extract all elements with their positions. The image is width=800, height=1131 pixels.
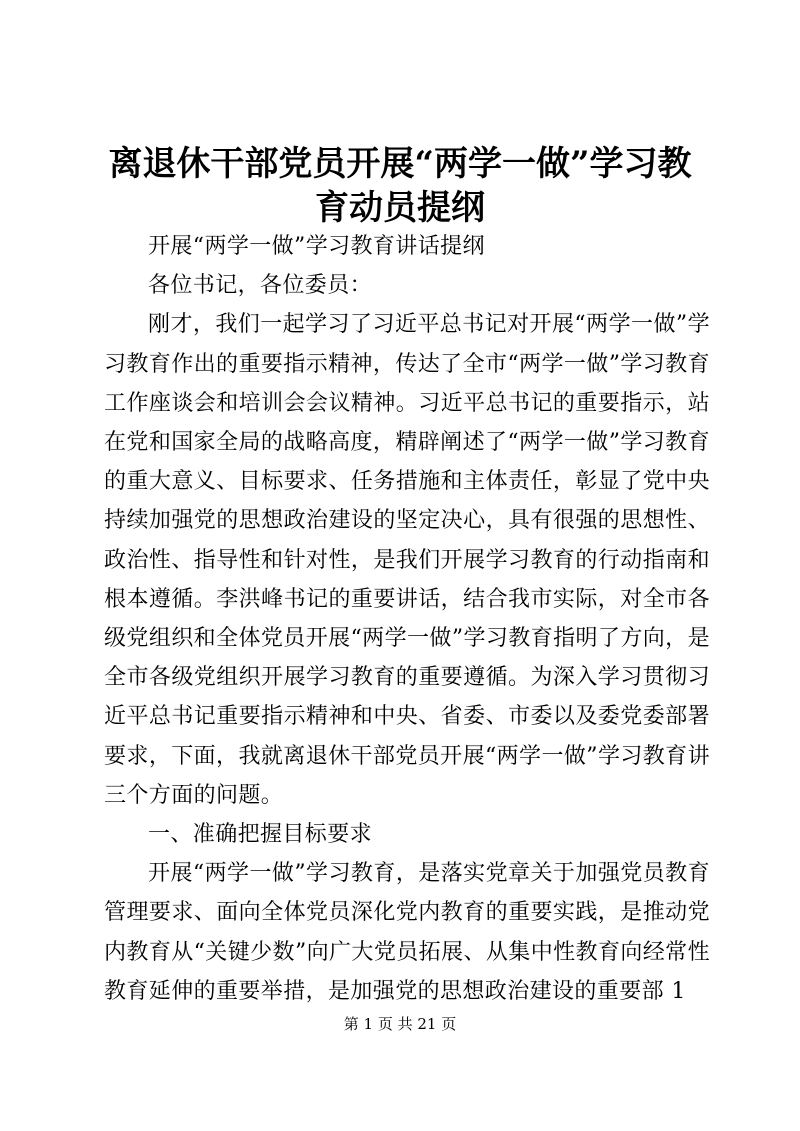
salutation-paragraph: 各位书记，各位委员： [148,273,373,299]
page-footer: 第 1 页 共 21 页 [343,1015,457,1033]
subtitle-paragraph: 开展“两学一做”学习教育讲话提纲 [148,234,485,259]
section-heading: 一、准确把握目标要求 [148,822,373,848]
body-paragraph: 刚才，我们一起学习了习近平总书记对开展“两学一做”学习教育作出的重要指示精神，传达了全市“两学一做”学习教育工作座谈会和培训会会议精神。习近平总书记的重要指示，站在党和国家全局的战略高度，精辟阐述了“两学一做”学习教育的重大意义、目标要求、任务措施和主体责任，彰显了党中央持续加强党的思想政治建设的坚定决心，具有很强的思想性、政治性、指导性和针对性，是我们开展学习教育的行动指南和根本遵循。李洪峰书记的重要讲话，结合我市实际，对全市各级党组织和全体党员开展“两学一做”学习教育指明了方向，是全市各级党组织开展学习教育的重要遵循。为深入学习贯彻习近平总书记重要指示精神和中央、省委、市委以及委党委部署要求，下面，我就离退休干部党员开展“两学一做”学习教育讲三个方面的问题。 [104,312,710,808]
body-paragraph: 开展“两学一做”学习教育，是落实党章关于加强党员教育管理要求、面向全体党员深化党内教育的重要实践，是推动党内教育从“关键少数”向广大党员拓展、从集中性教育向经常性教育延伸的重要举措，是加强党的思想政治建设的重要部 1 [104,861,710,1004]
document-body [104,227,710,1011]
document-title: 离退休干部党员开展“两学一做”学习教育动员提纲 [108,144,692,228]
